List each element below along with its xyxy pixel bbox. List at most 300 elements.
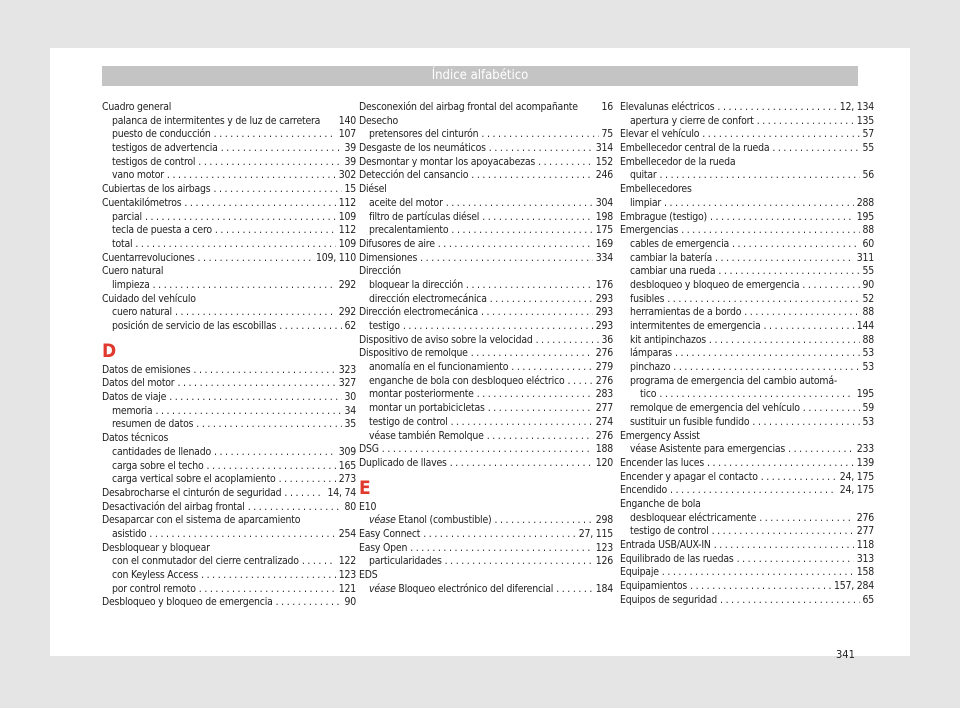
page-reference: 24, 175 [839, 484, 874, 497]
leader-dots [761, 471, 837, 485]
index-entry [620, 128, 874, 142]
leader-dots [673, 361, 859, 375]
page-reference: 283 [595, 388, 613, 401]
index-entry [359, 156, 613, 170]
index-term: desbloquear eléctricamente [630, 511, 757, 524]
index-term: con Keyless Access [112, 569, 199, 581]
index-entry [359, 583, 613, 597]
index-term: Embellecedor central de la rueda [620, 142, 770, 155]
page-reference: 75 [601, 128, 613, 141]
page-reference: 309 [338, 445, 356, 458]
leader-dots [659, 388, 853, 402]
page-reference: 165 [338, 459, 356, 472]
index-entry [102, 405, 356, 419]
index-term: puesto de conducción [112, 128, 211, 141]
index-term: posición de servicio de las escobillas [112, 320, 277, 332]
page-reference: 52 [862, 292, 874, 305]
index-term: asistido [112, 527, 147, 540]
index-term: carga sobre el techo [112, 459, 204, 472]
index-term: carga vertical sobre el acoplamiento [112, 473, 276, 486]
index-entry [359, 183, 613, 197]
index-entry [620, 402, 874, 416]
page-reference: 276 [595, 374, 613, 387]
page-reference: 311 [856, 251, 874, 264]
index-term [369, 583, 553, 597]
leader-dots [714, 539, 854, 553]
page-number: 341 [836, 648, 855, 661]
index-term: Cuentakilómetros [102, 196, 182, 209]
index-entry [102, 501, 356, 515]
index-term: memoria [112, 404, 153, 417]
index-entry [620, 211, 874, 225]
index-entry [102, 514, 356, 528]
index-entry [102, 528, 356, 542]
leader-dots [702, 128, 859, 142]
page-reference: 188 [595, 443, 613, 456]
page-reference: 12, 134 [839, 101, 874, 113]
page-reference: 314 [595, 142, 613, 155]
index-entry [620, 580, 874, 594]
leader-dots [488, 402, 593, 416]
index-term: quitar [630, 169, 657, 182]
index-term: cables de emergencia [630, 237, 730, 250]
page-reference: 56 [862, 169, 874, 182]
index-entry [102, 224, 356, 238]
index-entry [620, 265, 874, 279]
leader-dots [489, 142, 593, 156]
leader-dots [802, 279, 859, 293]
index-term: cantidades de llenado [112, 445, 211, 458]
index-term: Enganche de bola [620, 497, 701, 510]
index-entry [102, 473, 356, 487]
leader-dots [451, 416, 593, 430]
page-reference: 53 [862, 415, 874, 428]
leader-dots [471, 347, 593, 361]
page-reference: 55 [862, 265, 874, 278]
leader-dots [568, 375, 593, 389]
index-term: Cuadro general [102, 101, 172, 113]
index-entry [620, 457, 874, 471]
index-term: E10 [359, 500, 377, 513]
index-term: Datos técnicos [102, 432, 169, 445]
leader-dots [737, 553, 854, 567]
index-entry [620, 388, 874, 402]
page-reference: 277 [595, 402, 613, 415]
index-term: Detección del cansancio [359, 169, 469, 182]
index-entry [102, 418, 356, 432]
index-term: Desactivación del airbag frontal [102, 500, 245, 513]
index-entry [359, 128, 613, 142]
index-entry [359, 306, 613, 320]
index-term: testigo de control [369, 415, 448, 428]
page-reference: 109 [338, 210, 356, 223]
index-entry [620, 293, 874, 307]
leader-dots [155, 405, 341, 419]
index-entry [620, 252, 874, 266]
index-entry [620, 484, 874, 498]
index-term: Equilibrado de las ruedas [620, 552, 734, 565]
page-reference: 123 [595, 541, 613, 554]
page-reference: 39 [344, 142, 356, 155]
index-entry [620, 525, 874, 539]
index-term: Easy Connect [359, 527, 421, 540]
page-reference: 62 [344, 320, 356, 332]
leader-dots [670, 484, 837, 498]
page-reference: 176 [595, 278, 613, 291]
index-entry [359, 528, 613, 542]
index-entry [359, 334, 613, 348]
page-reference: 90 [862, 278, 874, 291]
leader-dots [717, 101, 836, 115]
leader-dots [752, 416, 859, 430]
index-entry [359, 514, 613, 528]
index-term: Desabrocharse el cinturón de seguridad [102, 486, 282, 499]
page-reference: 175 [595, 224, 613, 237]
index-term: Desbloquear y bloquear [102, 541, 210, 554]
index-entry [620, 553, 874, 567]
index-entry [620, 512, 874, 526]
index-entry [620, 416, 874, 430]
leader-dots [710, 211, 854, 225]
index-column-2 [359, 101, 613, 596]
index-term: Emergencias [620, 224, 679, 237]
page-reference: 195 [856, 210, 874, 223]
leader-dots [446, 197, 593, 211]
section-letter: D [102, 339, 116, 362]
page-reference: 276 [595, 429, 613, 442]
index-term-text: Etanol (combustible) [395, 514, 492, 527]
page-reference: 123 [338, 569, 356, 581]
index-term: remolque de emergencia del vehículo [630, 402, 800, 415]
index-entry [359, 197, 613, 211]
index-entry [359, 211, 613, 225]
index-entry [620, 183, 874, 197]
leader-dots [153, 279, 336, 293]
index-term: tecla de puesta a cero [112, 224, 212, 237]
leader-dots [149, 528, 335, 542]
page-reference: 198 [595, 210, 613, 223]
leader-dots [184, 197, 335, 211]
index-term: véase también Remolque [369, 429, 484, 442]
page-reference: 60 [862, 237, 874, 250]
index-term: total [112, 237, 133, 250]
page-reference: 65 [862, 593, 874, 606]
index-term: Equipos de seguridad [620, 593, 718, 606]
index-entry [102, 101, 356, 115]
page-title: Índice alfabético [102, 66, 858, 86]
index-entry [359, 279, 613, 293]
index-entry [102, 446, 356, 460]
leader-dots [423, 528, 575, 542]
index-term: Dirección [359, 265, 401, 278]
page-reference: 292 [338, 278, 356, 291]
page-reference: 24, 175 [839, 470, 874, 483]
leader-dots [215, 224, 336, 238]
leader-dots [198, 156, 341, 170]
index-term: limpiar [630, 196, 662, 209]
index-term: Datos de emisiones [102, 363, 191, 376]
leader-dots [466, 279, 593, 293]
page-reference: 313 [856, 552, 874, 565]
leader-dots [169, 391, 341, 405]
index-entry [359, 361, 613, 375]
page-reference: 323 [338, 363, 356, 376]
leader-dots [284, 487, 324, 501]
index-term: testigos de control [112, 155, 196, 168]
page-reference: 277 [856, 525, 874, 538]
page-reference: 292 [338, 306, 356, 319]
leader-dots [199, 583, 336, 597]
index-entry [102, 569, 356, 583]
page-reference: 27, 115 [578, 527, 613, 540]
leader-dots [662, 566, 854, 580]
leader-dots [538, 156, 593, 170]
index-entry [359, 457, 613, 471]
index-term: parcial [112, 210, 142, 223]
index-entry [620, 101, 874, 115]
page-reference: 39 [344, 155, 356, 168]
index-entry [620, 115, 874, 129]
index-entry [102, 320, 356, 334]
index-entry [620, 306, 874, 320]
leader-dots [690, 580, 831, 594]
index-entry [620, 347, 874, 361]
leader-dots [403, 320, 593, 334]
index-term: testigo de control [630, 525, 709, 538]
page-reference: 276 [595, 347, 613, 360]
index-entry [359, 375, 613, 389]
leader-dots [732, 238, 859, 252]
leader-dots [667, 293, 859, 307]
leader-dots [772, 142, 859, 156]
index-term: Diésel [359, 183, 387, 196]
index-term: testigo [369, 320, 400, 332]
index-term: resumen de datos [112, 418, 194, 431]
page-reference: 88 [862, 333, 874, 346]
index-term: limpieza [112, 278, 150, 291]
leader-dots [707, 457, 854, 471]
page-reference: 135 [856, 114, 874, 127]
leader-dots [494, 514, 592, 528]
index-entry [620, 334, 874, 348]
index-term: Cuentarrevoluciones [102, 251, 195, 264]
index-term: intermitentes de emergencia [630, 320, 761, 332]
leader-dots [248, 501, 342, 515]
index-term: precalentamiento [369, 224, 449, 237]
page-reference: 302 [338, 169, 356, 182]
index-term: programa de emergencia del cambio automá- [630, 374, 838, 387]
index-entry [620, 169, 874, 183]
index-entry [620, 539, 874, 553]
page-reference: 254 [338, 527, 356, 540]
index-entry [102, 555, 356, 569]
leader-dots [681, 224, 859, 238]
index-term: Desbloqueo y bloqueo de emergencia [102, 596, 273, 609]
leader-dots [382, 443, 593, 457]
index-entry [359, 416, 613, 430]
page-reference: 36 [601, 333, 613, 346]
index-term: Desaparcar con el sistema de aparcamiento [102, 514, 301, 527]
index-term: bloquear la dirección [369, 278, 463, 291]
index-term: EDS [359, 569, 378, 581]
page-reference: 293 [595, 320, 613, 332]
leader-dots [410, 542, 593, 556]
index-entry [620, 320, 874, 334]
leader-dots [803, 402, 860, 416]
leader-dots [487, 430, 593, 444]
page-reference: 90 [344, 596, 356, 609]
index-entry [359, 101, 613, 115]
index-term: palanca de intermitentes y de luz de carretera [112, 114, 321, 127]
leader-dots [536, 334, 599, 348]
index-term: Desmontar y montar los apoyacabezas [359, 155, 536, 168]
page-reference: 88 [862, 306, 874, 319]
index-entry [359, 443, 613, 457]
index-term-text: Bloqueo electrónico del diferencial [395, 582, 554, 595]
index-entry [359, 265, 613, 279]
index-entry [102, 542, 356, 556]
leader-dots [177, 377, 335, 391]
index-entry [359, 169, 613, 183]
index-entry [359, 142, 613, 156]
index-entry [102, 197, 356, 211]
leader-dots [445, 555, 593, 569]
page-reference: 279 [595, 361, 613, 374]
index-term: Dirección electromecánica [359, 306, 479, 319]
page-reference: 334 [595, 251, 613, 264]
index-entry [620, 443, 874, 457]
page-reference: 59 [862, 402, 874, 415]
index-term: cambiar la batería [630, 251, 712, 264]
index-entry [620, 224, 874, 238]
page-reference: 109, 110 [315, 251, 356, 264]
index-entry [102, 211, 356, 225]
page-reference: 35 [344, 418, 356, 431]
see-prefix: véase [369, 514, 396, 527]
index-entry [359, 252, 613, 266]
page-reference: 120 [595, 456, 613, 469]
index-term: Encender las luces [620, 456, 704, 469]
index-entry [620, 279, 874, 293]
index-entry [620, 566, 874, 580]
index-entry [359, 569, 613, 583]
index-entry [102, 293, 356, 307]
page-reference: 53 [862, 361, 874, 374]
page-reference: 126 [595, 555, 613, 568]
page-reference: 53 [862, 347, 874, 360]
index-term: Difusores de aire [359, 237, 435, 250]
index-term: desbloqueo y bloqueo de emergencia [630, 278, 800, 291]
index-entry [620, 594, 874, 608]
index-term: véase Asistente para emergencias [630, 443, 786, 456]
index-term: con el conmutador del cierre centralizado [112, 555, 299, 568]
index-term: aceite del motor [369, 196, 443, 209]
index-entry [102, 142, 356, 156]
index-term: Desgaste de los neumáticos [359, 142, 486, 155]
leader-dots [167, 169, 336, 183]
leader-dots [720, 594, 859, 608]
page-reference: 233 [856, 443, 874, 456]
index-entry [102, 183, 356, 197]
index-entry [102, 391, 356, 405]
index-term: Equipaje [620, 566, 659, 579]
page-reference: 15 [344, 183, 356, 196]
page-reference: 16 [601, 101, 613, 113]
index-term: fusibles [630, 292, 665, 305]
index-term: Dimensiones [359, 251, 418, 264]
index-term: kit antipinchazos [630, 333, 706, 346]
index-entry [359, 555, 613, 569]
leader-dots [214, 128, 336, 142]
leader-dots [279, 473, 336, 487]
leader-dots [477, 388, 593, 402]
index-entry [359, 224, 613, 238]
index-term: montar un portabicicletas [369, 402, 485, 415]
index-entry [359, 430, 613, 444]
page-reference: 327 [338, 377, 356, 390]
leader-dots [221, 142, 342, 156]
leader-dots [201, 569, 336, 583]
index-entry [359, 402, 613, 416]
page-reference: 273 [338, 473, 356, 486]
section-letter: E [359, 476, 371, 499]
leader-dots [788, 443, 854, 457]
index-entry [359, 388, 613, 402]
leader-dots [451, 224, 592, 238]
index-term: Encender y apagar el contacto [620, 470, 758, 483]
index-term: Elevalunas eléctricos [620, 101, 715, 113]
index-term [369, 514, 491, 528]
index-entry [102, 169, 356, 183]
leader-dots [135, 238, 335, 252]
index-entry [102, 128, 356, 142]
page-reference: 298 [595, 514, 613, 527]
page-reference: 293 [595, 292, 613, 305]
page-reference: 152 [595, 155, 613, 168]
leader-dots [279, 320, 341, 334]
index-term: Equipamientos [620, 580, 688, 593]
page-reference: 118 [856, 539, 874, 551]
leader-dots [764, 320, 854, 334]
index-term: sustituir un fusible fundido [630, 415, 750, 428]
index-term: anomalía en el funcionamiento [369, 361, 509, 374]
index-term: Datos del motor [102, 377, 175, 390]
index-entry [102, 238, 356, 252]
index-term: vano motor [112, 169, 164, 182]
index-entry [102, 596, 356, 610]
leader-dots [450, 457, 593, 471]
leader-dots [213, 183, 341, 197]
index-entry [359, 501, 613, 515]
index-entry [620, 430, 874, 444]
index-term: Embellecedores [620, 183, 692, 196]
leader-dots [744, 306, 859, 320]
index-entry [102, 252, 356, 266]
page-reference: 157, 284 [833, 580, 874, 593]
index-entry [620, 156, 874, 170]
leader-dots [664, 197, 854, 211]
leader-dots [438, 238, 593, 252]
index-entry [620, 361, 874, 375]
index-entry [102, 364, 356, 378]
index-entry [102, 377, 356, 391]
page-reference: 34 [344, 404, 356, 417]
page-reference: 121 [338, 582, 356, 595]
page-reference: 139 [856, 456, 874, 469]
index-term: Encendido [620, 484, 668, 497]
leader-dots [198, 252, 313, 266]
leader-dots [207, 460, 336, 474]
